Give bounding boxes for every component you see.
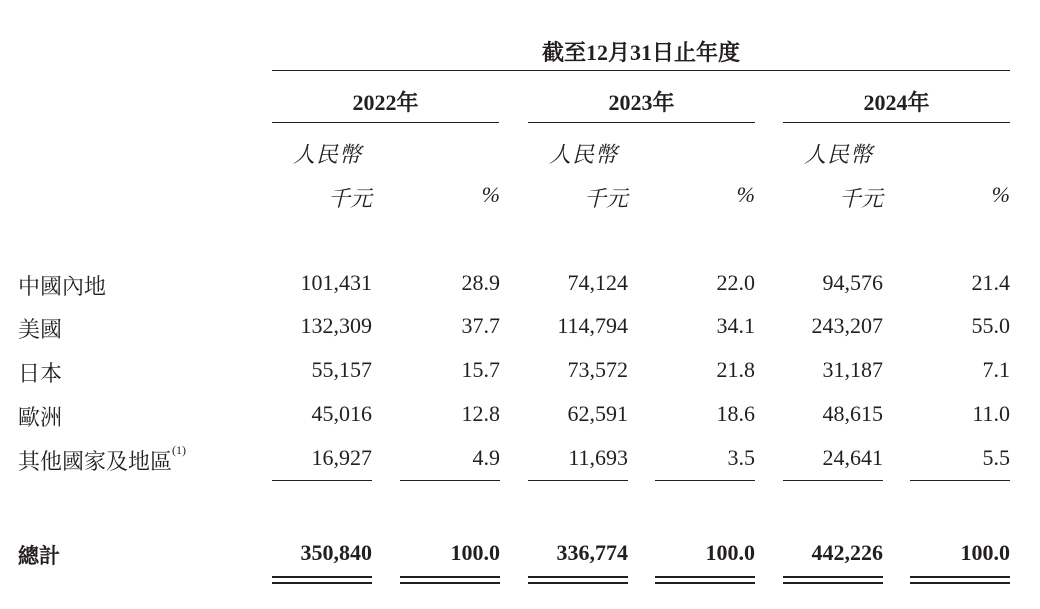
cell-2023-pct: 3.5 (727, 445, 755, 470)
unit-amount-2022: 千元 (327, 186, 372, 211)
cell-2022-pct: 37.7 (461, 313, 500, 338)
footnote-marker: (1) (172, 443, 187, 457)
subtotal-rule (910, 480, 1010, 481)
cell-2024-pct: 7.1 (982, 357, 1010, 382)
year-2024: 2024年 (863, 90, 930, 115)
cell-2023-pct: 18.6 (716, 401, 755, 426)
cell-2024-pct: 55.0 (971, 313, 1010, 338)
cell-2023-amount: 114,794 (557, 313, 628, 338)
year-rule-2024 (783, 122, 1010, 123)
subtotal-rule (272, 480, 372, 481)
year-rule-2023 (528, 122, 755, 123)
cell-2024-pct: 11.0 (972, 401, 1010, 426)
period-rule (272, 70, 1010, 71)
cell-2022-amount: 45,016 (311, 401, 372, 426)
cell-2024-amount: 94,576 (822, 270, 883, 295)
cell-2024-amount: 24,641 (822, 445, 883, 470)
row-label-text: 其他國家及地區 (18, 449, 173, 474)
year-2022: 2022年 (352, 90, 419, 115)
total-2023-pct: 100.0 (705, 540, 755, 565)
cell-2024-pct: 5.5 (982, 445, 1010, 470)
cell-2023-amount: 11,693 (568, 445, 628, 470)
cell-2024-amount: 31,187 (822, 357, 883, 382)
year-2023: 2023年 (608, 90, 675, 115)
total-2022-pct: 100.0 (450, 540, 500, 565)
currency-label-2024: 人民幣 (804, 142, 874, 167)
cell-2023-amount: 62,591 (567, 401, 628, 426)
cell-2022-amount: 101,431 (300, 270, 372, 295)
cell-2022-pct: 12.8 (461, 401, 500, 426)
row-label: 歐洲 (18, 405, 63, 430)
unit-pct-2022: % (481, 182, 500, 207)
subtotal-rule (528, 480, 628, 481)
total-label: 總計 (18, 544, 60, 568)
cell-2024-amount: 48,615 (822, 401, 883, 426)
total-double-rule (528, 576, 628, 584)
total-2024-amount: 442,226 (811, 540, 883, 565)
currency-label-2023: 人民幣 (549, 142, 619, 167)
total-double-rule (272, 576, 372, 584)
cell-2022-amount: 55,157 (311, 357, 372, 382)
row-label: 中國內地 (18, 274, 107, 299)
cell-2022-pct: 4.9 (472, 445, 500, 470)
year-rule-2022 (272, 122, 499, 123)
cell-2022-pct: 28.9 (461, 270, 500, 295)
subtotal-rule (655, 480, 755, 481)
cell-2022-pct: 15.7 (461, 357, 500, 382)
unit-amount-2024: 千元 (838, 186, 883, 211)
unit-pct-2023: % (736, 182, 755, 207)
cell-2023-amount: 74,124 (567, 270, 628, 295)
cell-2023-pct: 34.1 (716, 313, 755, 338)
total-double-rule (400, 576, 500, 584)
cell-2022-amount: 132,309 (300, 313, 372, 338)
total-double-rule (910, 576, 1010, 584)
total-double-rule (783, 576, 883, 584)
cell-2023-amount: 73,572 (567, 357, 628, 382)
total-double-rule (655, 576, 755, 584)
row-label: 日本 (18, 361, 63, 386)
subtotal-rule (400, 480, 500, 481)
total-2023-amount: 336,774 (556, 540, 628, 565)
cell-2024-pct: 21.4 (971, 270, 1010, 295)
unit-pct-2024: % (991, 182, 1010, 207)
total-2024-pct: 100.0 (960, 540, 1010, 565)
period-title: 截至12月31日止年度 (541, 40, 740, 65)
currency-label-2022: 人民幣 (293, 142, 363, 167)
subtotal-rule (783, 480, 883, 481)
unit-amount-2023: 千元 (583, 186, 628, 211)
row-label (18, 445, 186, 476)
row-label: 美國 (18, 317, 63, 342)
total-2022-amount: 350,840 (300, 540, 372, 565)
cell-2024-amount: 243,207 (811, 313, 883, 338)
cell-2022-amount: 16,927 (311, 445, 372, 470)
cell-2023-pct: 22.0 (716, 270, 755, 295)
cell-2023-pct: 21.8 (716, 357, 755, 382)
